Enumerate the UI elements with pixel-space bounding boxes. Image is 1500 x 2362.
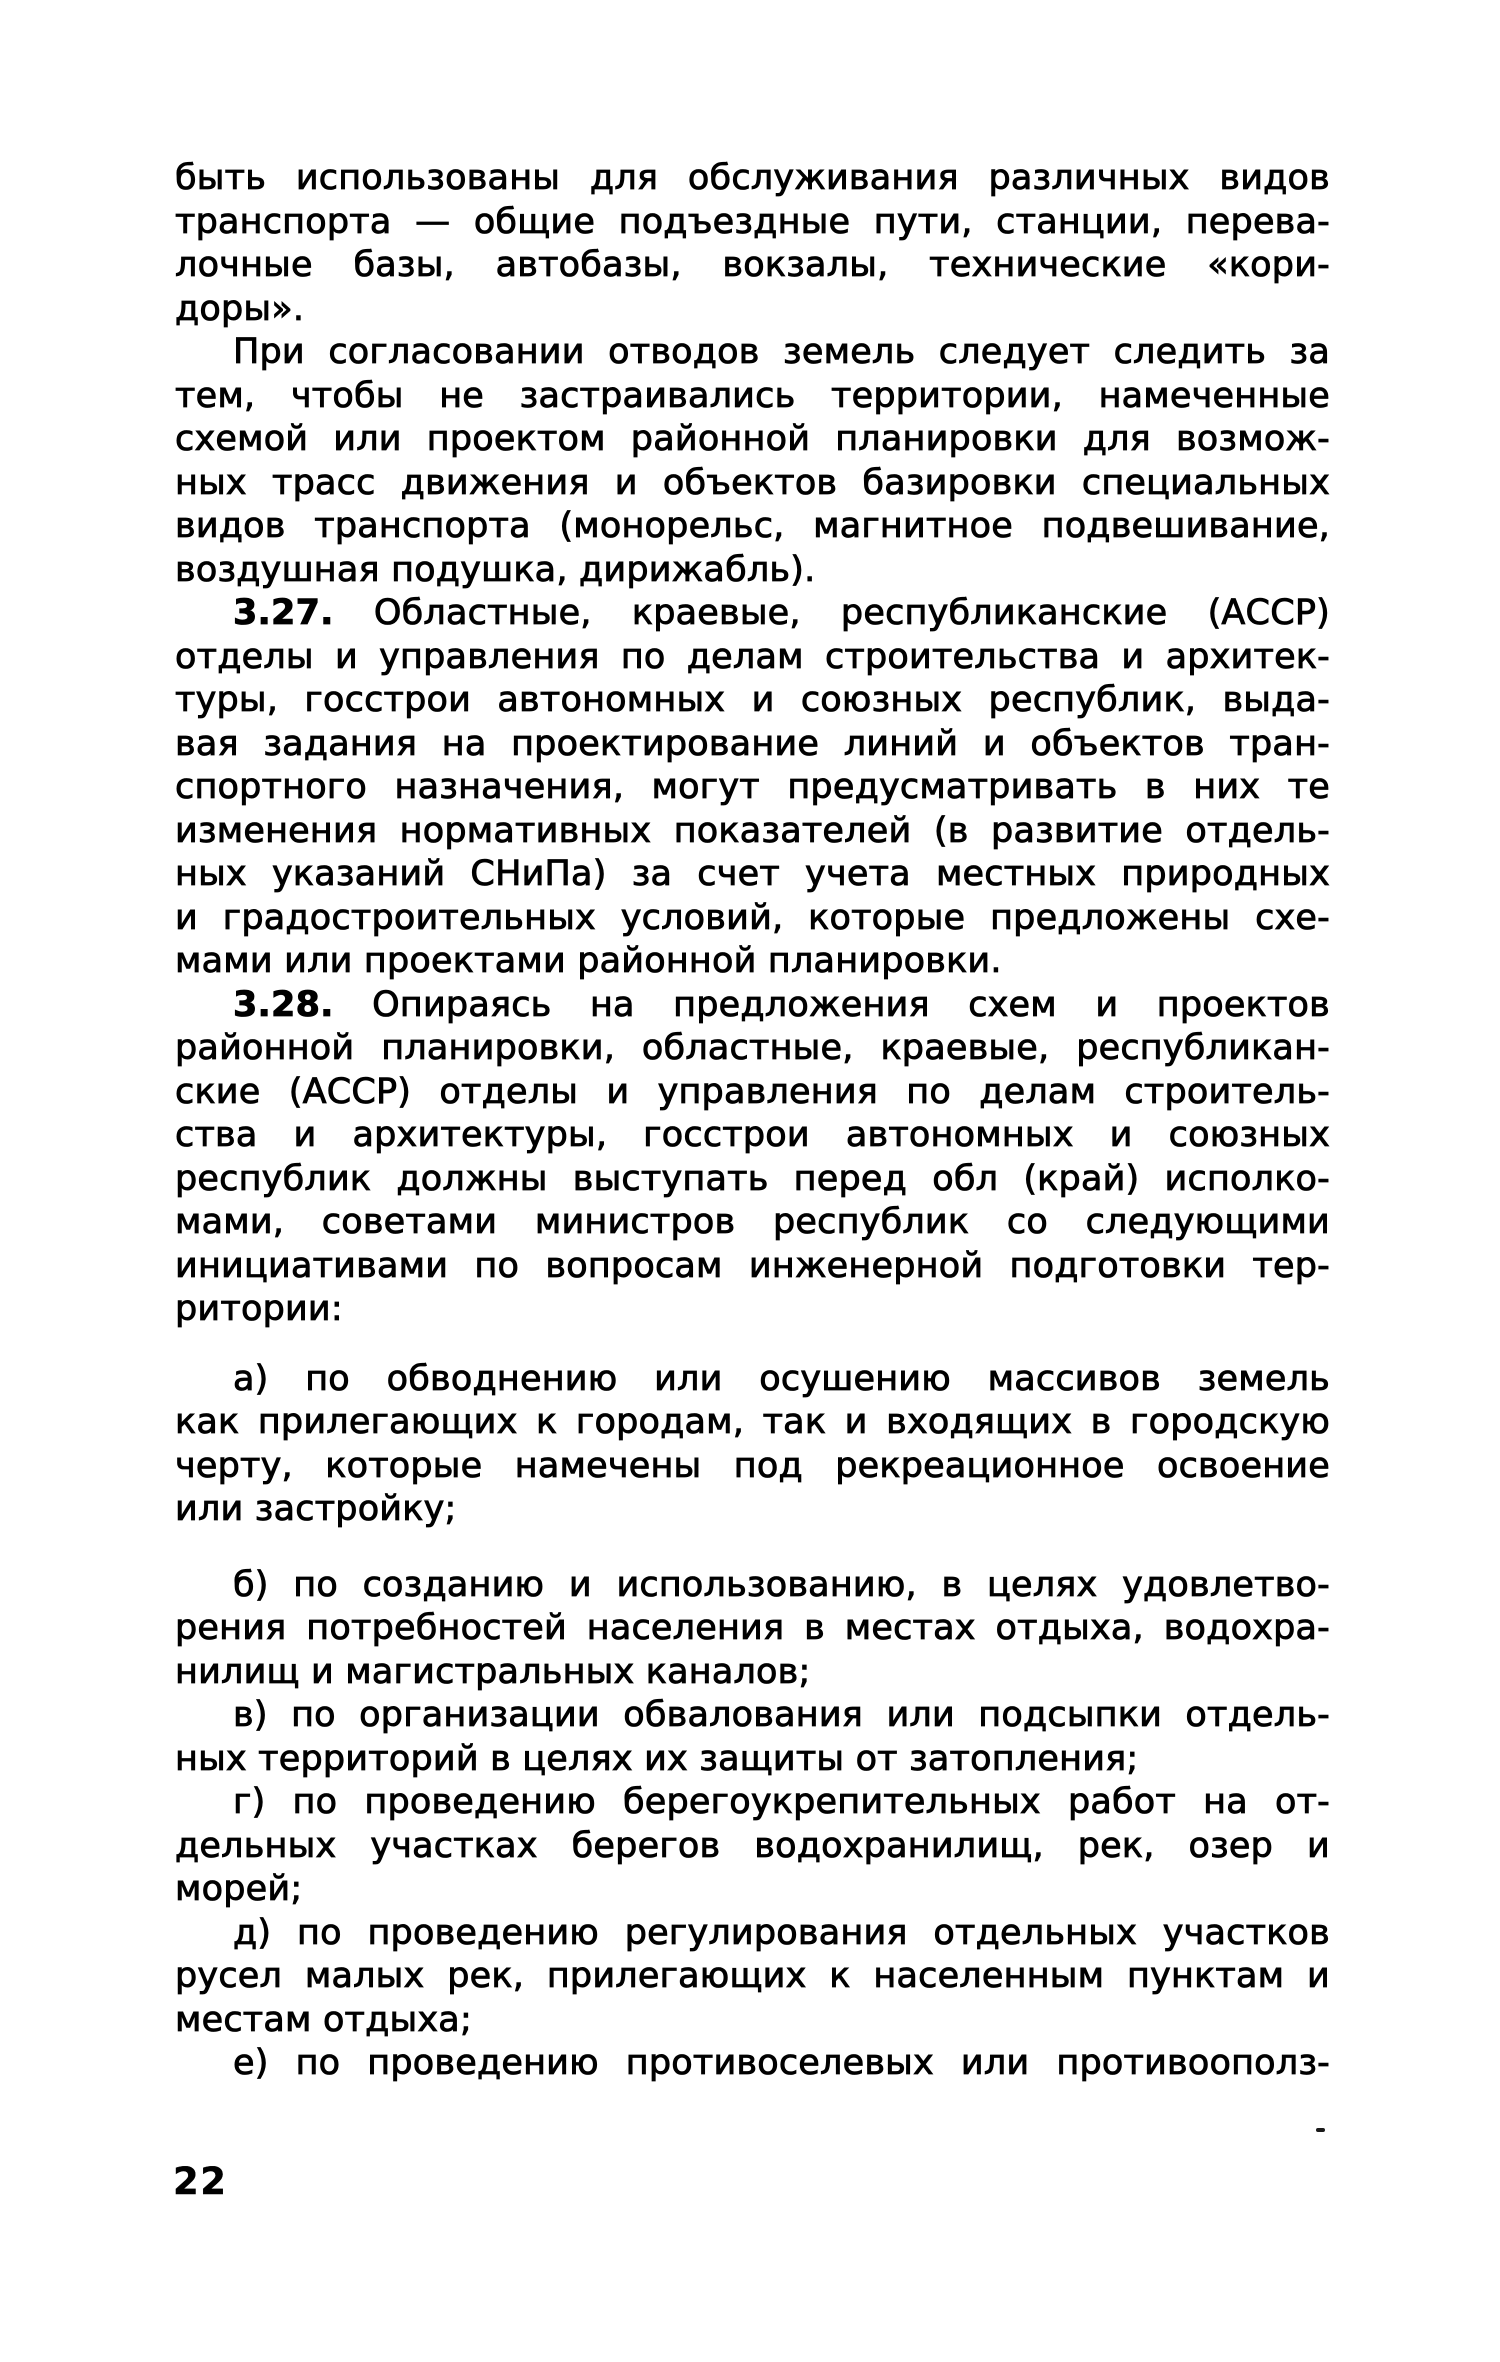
text-line: местам отдыха; <box>175 1999 472 2040</box>
text-line: мами или проектами районной планировки. <box>175 941 1002 981</box>
paragraph <box>175 1912 1330 2043</box>
text-line: быть использованы для обслуживания различных видов <box>175 158 1330 198</box>
text-line: ных указаний СНиПа) за счет учета местных природных <box>175 854 1330 894</box>
text-line: республик должны выступать перед обл (край) исполко- <box>175 1158 1330 1199</box>
text-line: 3.27. Областные, краевые, республиканские (АССР) <box>233 593 1330 633</box>
paragraph <box>175 984 1330 1332</box>
section-number: 3.28. <box>233 984 334 1025</box>
text-line: и градостроительных условий, которые предложены схе- <box>175 897 1330 938</box>
text-line: морей; <box>175 1869 303 1909</box>
text-line: дельных участках берегов водохранилищ, рек, озер и <box>175 1825 1330 1866</box>
text-line: нилищ и магистральных каналов; <box>175 1651 811 1692</box>
text-line: тем, чтобы не застраивались территории, намеченные <box>175 375 1330 416</box>
text-line: туры, госстрои автономных и союзных республик, выда- <box>175 680 1330 720</box>
scan-speck-mark <box>1316 2128 1325 2132</box>
text-line: отделы и управления по делам строительства и архитек- <box>175 636 1330 677</box>
paragraph <box>175 2042 1330 2086</box>
text-line: районной планировки, областные, краевые, республикан- <box>175 1028 1330 1068</box>
text-line: ных территорий в целях их защиты от затопления; <box>175 1738 1139 1779</box>
text-line: в) по организации обвалования или подсыпки отдель- <box>233 1695 1330 1735</box>
text-line: изменения нормативных показателей (в развитие отдель- <box>175 810 1330 851</box>
text-line: ных трасс движения и объектов базировки специальных <box>175 462 1330 503</box>
paragraph <box>175 1781 1330 1912</box>
text-line: е) по проведению противоселевых или противоополз- <box>233 2043 1330 2083</box>
text-line: схемой или проектом районной планировки для возмож- <box>175 419 1330 459</box>
text-line: вая задания на проектирование линий и объектов тран- <box>175 723 1330 764</box>
section-number: 3.27. <box>233 593 334 633</box>
paragraph <box>175 1564 1330 1695</box>
text-line: черту, которые намечены под рекреационное освоение <box>175 1445 1330 1486</box>
text-line: рения потребностей населения в местах отдыха, водохра- <box>175 1608 1330 1648</box>
text-line: воздушная подушка, дирижабль). <box>175 549 816 590</box>
paragraph <box>175 592 1330 984</box>
text-line: или застройку; <box>175 1489 457 1529</box>
text-line: а) по обводнению или осушению массивов земель <box>233 1358 1330 1399</box>
text-line: спортного назначения, могут предусматривать в них те <box>175 767 1330 807</box>
text-line: б) по созданию и использованию, в целях удовлетво- <box>233 1564 1330 1605</box>
paragraph <box>175 331 1330 592</box>
paragraph <box>175 1694 1330 1781</box>
text-line: ства и архитектуры, госстрои автономных и союзных <box>175 1115 1330 1155</box>
text-line: инициативами по вопросам инженерной подготовки тер- <box>175 1245 1330 1286</box>
text-line: как прилегающих к городам, так и входящих в городскую <box>175 1402 1330 1442</box>
text-line: При согласовании отводов земель следует следить за <box>233 332 1330 372</box>
paragraph <box>175 1358 1330 1532</box>
text-line: доры». <box>175 288 305 329</box>
text-line: видов транспорта (монорельс, магнитное подвешивание, <box>175 506 1330 546</box>
paragraph <box>175 157 1330 331</box>
text-line: г) по проведению берегоукрепительных работ на от- <box>233 1782 1330 1822</box>
text-line: д) по проведению регулирования отдельных участков <box>233 1912 1330 1953</box>
text-line: транспорта — общие подъездные пути, станции, перева- <box>175 201 1330 242</box>
page-number: 22 <box>173 2160 228 2203</box>
text-line: ритории: <box>175 1289 343 1329</box>
text-line: лочные базы, автобазы, вокзалы, технические «кори- <box>175 245 1330 285</box>
text-line: мами, советами министров республик со следующими <box>175 1202 1330 1242</box>
text-line: ские (АССР) отделы и управления по делам строитель- <box>175 1071 1330 1112</box>
text-line: русел малых рек, прилегающих к населенным пунктам и <box>175 1956 1330 1996</box>
text-line: 3.28. Опираясь на предложения схем и проектов <box>233 984 1330 1025</box>
page-text <box>175 157 1330 2086</box>
